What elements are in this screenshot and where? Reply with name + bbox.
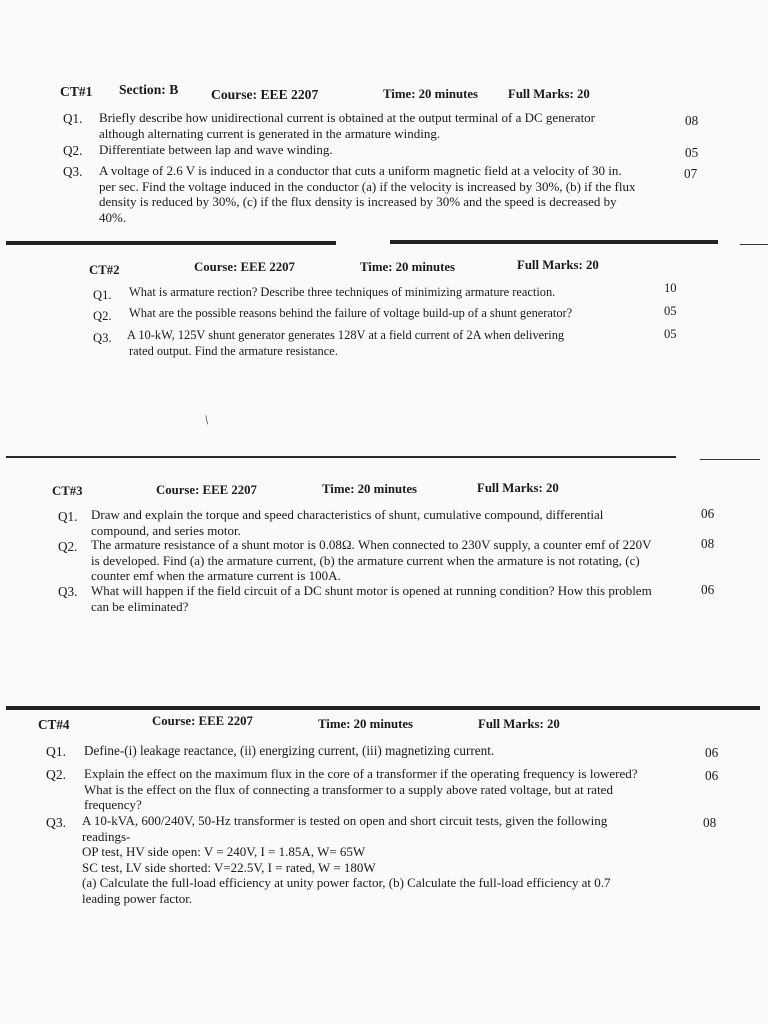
ct4-q2-line: Explain the effect on the maximum flux in the core of a transformer if the operating frequency is lowered? <box>84 766 638 781</box>
ct1-q3-marks: 07 <box>684 166 698 181</box>
ct1-time: Time: 20 minutes <box>383 87 479 101</box>
ct3-q3-number: Q3. <box>58 584 78 599</box>
ct4-id: CT#4 <box>38 717 70 732</box>
ct3-q3-marks: 06 <box>701 582 715 597</box>
ct2-q2-text: What are the possible reasons behind the failure of voltage build-up of a shunt generator? <box>129 306 573 320</box>
ct2-q3-marks: 05 <box>664 327 677 341</box>
ct4-q1-number: Q1. <box>46 744 67 759</box>
ct3-q2-text <box>91 537 687 584</box>
ct2-id: CT#2 <box>89 263 120 277</box>
stray-mark: / <box>201 412 212 427</box>
ct4-q3-line: readings- <box>82 828 131 844</box>
ct1-q2-number: Q2. <box>63 143 83 158</box>
divider-line <box>6 241 336 245</box>
divider-line <box>6 706 760 710</box>
ct1-course: Course: EEE 2207 <box>211 87 319 102</box>
ct1-q1-text <box>99 110 673 141</box>
ct3-q1-marks: 06 <box>701 506 715 521</box>
ct4-q3-marks: 08 <box>703 815 717 830</box>
divider-line <box>6 456 676 458</box>
ct1-q3-line: 40%. <box>99 209 127 225</box>
ct3-q1-number: Q1. <box>58 509 78 524</box>
ct1-q2-marks: 05 <box>685 145 699 160</box>
ct3-full-marks: Full Marks: 20 <box>477 481 559 495</box>
divider-line <box>390 240 718 244</box>
ct1-q1-marks: 08 <box>685 113 699 128</box>
ct1-q1-line: Briefly describe how unidirectional current is obtained at the output terminal of a DC generator <box>99 110 596 125</box>
ct3-q1-text <box>91 507 687 538</box>
ct4-full-marks: Full Marks: 20 <box>478 717 560 731</box>
ct4-q3-line: A 10-kVA, 600/240V, 50-Hz transformer is tested on open and short circuit tests, given the following <box>82 813 608 828</box>
ct1-q1-line: although alternating current is generated in the armature winding. <box>99 125 441 141</box>
ct4-time: Time: 20 minutes <box>318 717 414 731</box>
ct3-id: CT#3 <box>52 484 83 498</box>
ct2-time: Time: 20 minutes <box>360 260 456 274</box>
ct1-q3-number: Q3. <box>63 164 83 179</box>
ct1-q3-line: per sec. Find the voltage induced in the conductor (a) if the velocity is increased by 30%, (b) if the flux <box>99 178 636 194</box>
ct3-q2-line: is developed. Find (a) the armature current, (b) the armature current when the armature is not rotating, (c) <box>91 552 640 568</box>
ct3-q1-line: Draw and explain the torque and speed characteristics of shunt, cumulative compound, differential <box>91 507 604 522</box>
ct4-q2-line: What is the effect on the flux of connecting a transformer to a supply above rated voltage, but at rated <box>84 781 613 797</box>
ct4-q3-line: leading power factor. <box>82 890 193 906</box>
ct4-q2-line: frequency? <box>84 797 142 812</box>
ct1-q3-text <box>99 163 673 225</box>
ct4-q3-line: OP test, HV side open: V = 240V, I = 1.85A, W= 65W <box>82 844 366 859</box>
ct3-course: Course: EEE 2207 <box>156 483 257 497</box>
ct2-q1-marks: 10 <box>664 281 677 295</box>
ct4-q1-marks: 06 <box>705 745 719 760</box>
ct4-q1-text: Define-(i) leakage reactance, (ii) energizing current, (iii) magnetizing current. <box>84 743 495 758</box>
ct3-q2-line: The armature resistance of a shunt motor is 0.08Ω. When connected to 230V supply, a counter emf of 220V <box>91 537 652 552</box>
ct4-q2-number: Q2. <box>46 767 67 782</box>
ct1-section-label: Section: B <box>119 82 179 97</box>
ct4-course: Course: EEE 2207 <box>152 714 253 728</box>
ct3-q2-line: counter emf when the armature current is 100A. <box>91 568 341 583</box>
ct2-q3-text <box>127 328 647 359</box>
ct2-q3-line: A 10-kW, 125V shunt generator generates 128V at a field current of 2A when delivering <box>127 328 565 342</box>
ct2-full-marks: Full Marks: 20 <box>517 258 599 272</box>
ct3-q2-number: Q2. <box>58 539 78 554</box>
ct2-course: Course: EEE 2207 <box>194 260 295 274</box>
ct3-q3-line: can be eliminated? <box>91 598 189 614</box>
ct1-full-marks: Full Marks: 20 <box>508 87 590 101</box>
ct3-q3-line: What will happen if the field circuit of a DC shunt motor is opened at running condition? How this problem <box>91 583 652 598</box>
ct4-q2-text <box>84 766 688 813</box>
ct2-q1-number: Q1. <box>93 288 112 302</box>
ct2-q2-marks: 05 <box>664 304 677 318</box>
ct4-q2-marks: 06 <box>705 768 719 783</box>
ct4-q3-line: SC test, LV side shorted: V=22.5V, I = rated, W = 180W <box>82 859 376 875</box>
ct1-q2-text <box>99 142 673 158</box>
ct4-q3-number: Q3. <box>46 815 67 830</box>
ct3-time: Time: 20 minutes <box>322 482 418 496</box>
ct1-id: CT#1 <box>60 84 93 99</box>
ct2-q3-number: Q3. <box>93 331 112 345</box>
divider-line <box>700 459 760 460</box>
ct4-q3-line: (a) Calculate the full-load efficiency at unity power factor, (b) Calculate the full-load efficiency at 0.7 <box>82 875 611 890</box>
ct4-q3-text <box>82 813 692 906</box>
ct2-q1-text: What is armature rection? Describe three techniques of minimizing armature reaction. <box>129 285 556 299</box>
ct2-q3-line: rated output. Find the armature resistance. <box>129 343 338 358</box>
ct3-q3-text <box>91 583 687 614</box>
ct1-q1-number: Q1. <box>63 111 83 126</box>
ct3-q2-marks: 08 <box>701 536 715 551</box>
ct2-q2-number: Q2. <box>93 309 112 323</box>
ct3-q1-line: compound, and series motor. <box>91 522 241 538</box>
ct1-q3-line: density is reduced by 30%, (c) if the flux density is increased by 30% and the speed is decreased by <box>99 194 617 209</box>
ct1-q2-line: Differentiate between lap and wave winding. <box>99 142 333 157</box>
divider-line <box>740 244 768 245</box>
ct1-q3-line: A voltage of 2.6 V is induced in a conductor that cuts a uniform magnetic field at a velocity of 30 in. <box>99 163 622 178</box>
